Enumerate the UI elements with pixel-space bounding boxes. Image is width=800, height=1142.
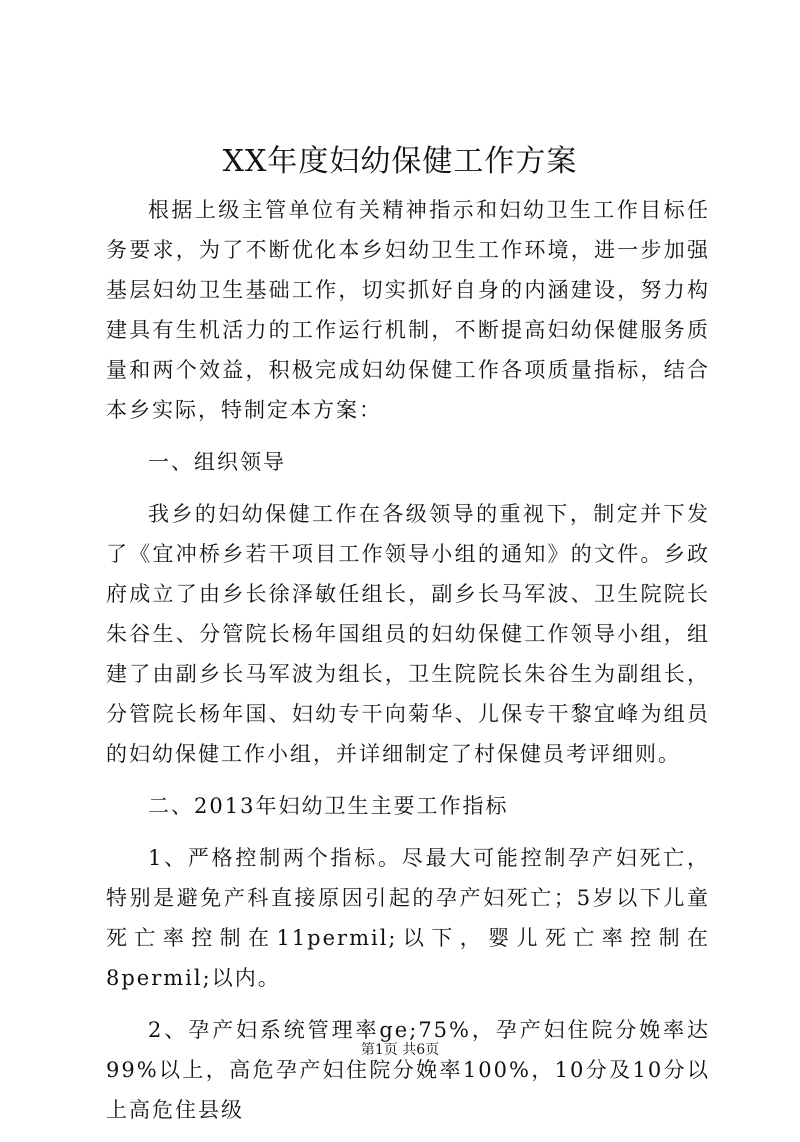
section-heading-organization: 一、组织领导 (148, 450, 286, 474)
organization-paragraph: 我乡的妇幼保健工作在各级领导的重视下，制定并下发了《宜冲桥乡若干项目工作领导小组的通知》的文件。乡政府成立了由乡长徐泽敏任组长，副乡长马军波、卫生院院长朱谷生、分管院长杨年国组员的妇幼保健工作领导小组，组建了由副乡长马军波为组长，卫生院院长朱谷生为副组长，分管院长杨年国、妇幼专干向菊华、儿保专干黎宜峰为组员的妇幼保健工作小组，并详细制定了村保健员考评细则。 (106, 502, 710, 766)
intro-paragraph: 根据上级主管单位有关精神指示和妇幼卫生工作目标任务要求，为了不断优化本乡妇幼卫生工作环境，进一步加强基层妇幼卫生基础工作，切实抓好自身的内涵建设，努力构建具有生机活力的工作运行机制，不断提高妇幼保健服务质量和两个效益，积极完成妇幼保健工作各项质量指标，结合本乡实际，特制定本方案： (106, 198, 710, 422)
page-footer: 第1页 共6页 (360, 1042, 440, 1058)
section-heading-indicators: 二、2013年妇幼卫生主要工作指标 (148, 794, 509, 818)
indicator-paragraph-2: 2、孕产妇系统管理率ge;75%，孕产妇住院分娩率达99%以上，高危孕产妇住院分娩率100%，10分及10分以上高危住县级 (106, 1018, 710, 1122)
indicator-paragraph-1: 1、严格控制两个指标。尽最大可能控制孕产妇死亡，特别是避免产科直接原因引起的孕产妇死亡；5岁以下儿童死亡率控制在11permil;以下，婴儿死亡率控制在8permil;以内。 (106, 846, 710, 990)
document-body (106, 190, 710, 1142)
document-title: XX年度妇幼保健工作方案 (222, 144, 578, 179)
